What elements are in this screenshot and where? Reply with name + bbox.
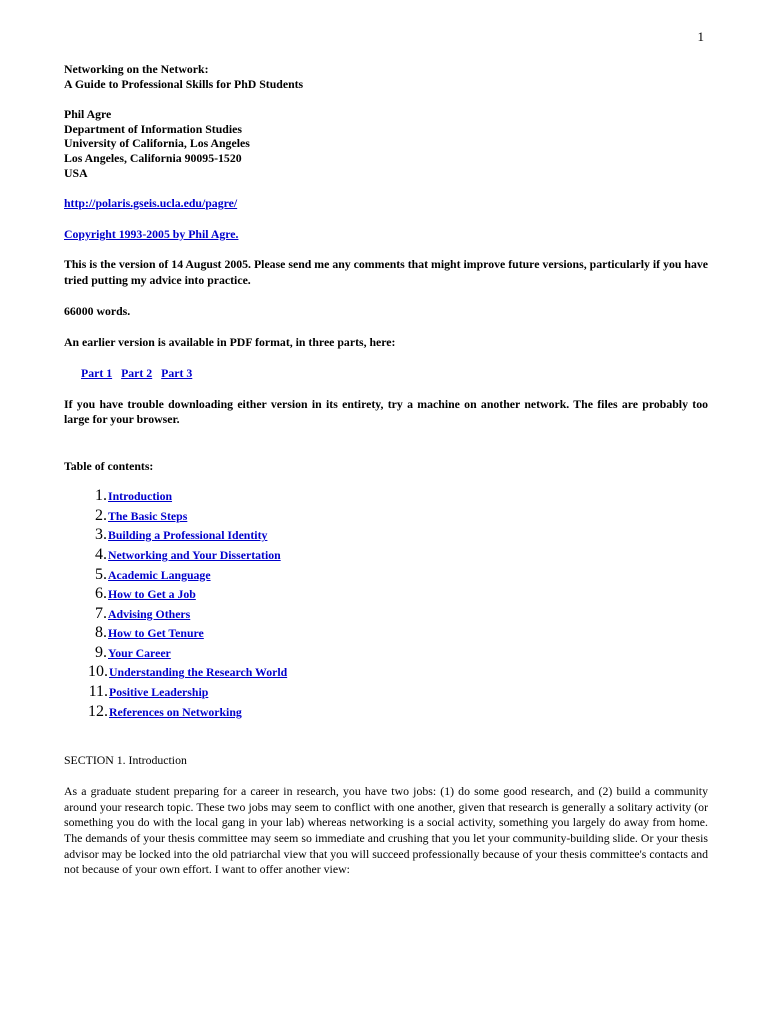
document-body xyxy=(64,62,708,878)
section-title: SECTION 1. Introduction xyxy=(64,753,187,768)
toc-item xyxy=(64,624,708,644)
pdf-part-1-link[interactable]: Part 1 xyxy=(81,365,113,380)
toc-item xyxy=(64,487,708,507)
toc-item xyxy=(64,644,708,664)
pdf-part-2-link[interactable]: Part 2 xyxy=(121,365,153,380)
title-line-1: Networking on the Network: xyxy=(64,62,209,76)
author-block xyxy=(64,107,708,180)
toc-number: 7. xyxy=(95,604,107,622)
toc-item xyxy=(64,507,708,527)
document-title xyxy=(64,62,708,91)
toc-item xyxy=(64,546,708,566)
toc-link-advising-others[interactable]: Advising Others xyxy=(108,606,191,621)
toc-number: 10. xyxy=(88,663,108,681)
author-name: Phil Agre xyxy=(64,107,112,122)
toc-link-your-career[interactable]: Your Career xyxy=(108,645,171,660)
toc-number: 1. xyxy=(95,487,107,505)
toc-link-research-world[interactable]: Understanding the Research World xyxy=(109,665,288,680)
toc-item xyxy=(64,663,708,683)
title-line-2: A Guide to Professional Skills for PhD Students xyxy=(64,76,304,91)
version-text: This is the version of 14 August 2005. Please send me any comments that might improve future versions, particularly if you have tried putting my advice into practice. xyxy=(64,257,708,287)
toc-link-basic-steps[interactable]: The Basic Steps xyxy=(108,508,188,523)
toc-item xyxy=(64,585,708,605)
toc-item xyxy=(64,683,708,703)
toc-number: 4. xyxy=(95,545,107,563)
toc-number: 11. xyxy=(88,683,108,701)
toc-number: 9. xyxy=(95,643,107,661)
word-count: 66000 words. xyxy=(64,304,131,319)
author-city: Los Angeles, California 90095-1520 xyxy=(64,150,242,165)
toc-link-get-a-job[interactable]: How to Get a Job xyxy=(108,587,196,602)
toc-number: 2. xyxy=(95,506,107,524)
author-department: Department of Information Studies xyxy=(64,121,242,136)
toc-link-professional-identity[interactable]: Building a Professional Identity xyxy=(108,528,268,543)
toc-heading: Table of contents: xyxy=(64,458,154,473)
toc-number: 12. xyxy=(88,702,108,720)
toc-number: 8. xyxy=(95,624,107,642)
toc-link-academic-language[interactable]: Academic Language xyxy=(108,567,211,582)
toc-item xyxy=(64,526,708,546)
homepage-link[interactable]: http://polaris.gseis.ucla.edu/pagre/ xyxy=(64,196,238,211)
toc-link-references[interactable]: References on Networking xyxy=(109,704,242,719)
toc-number: 3. xyxy=(95,526,107,544)
toc-link-get-tenure[interactable]: How to Get Tenure xyxy=(108,626,204,641)
intro-paragraph: As a graduate student preparing for a career in research, you have two jobs: (1) do some good research, and (2) build a community around your research topic. These two jobs may seem to conflict with one another, given that research is generally a solitary activity (or something you do with the local gang in your lab) whereas networking is a social activity, something you largely do away from home. The demands of your thesis committee may seem so immediate and crushing that you let your community-building slide. Or your thesis advisor may be locked into the old patriarchal view that you will succeed professionally because of your thesis committee's contacts and not because of your own effort. I want to offer another view: xyxy=(64,784,708,877)
pdf-part-3-link[interactable]: Part 3 xyxy=(161,365,193,380)
toc-item xyxy=(64,605,708,625)
author-country: USA xyxy=(64,165,88,180)
pdf-intro: An earlier version is available in PDF format, in three parts, here: xyxy=(64,334,396,349)
copyright-link[interactable]: Copyright 1993-2005 by Phil Agre. xyxy=(64,226,239,241)
toc-item xyxy=(64,566,708,586)
toc-number: 6. xyxy=(95,585,107,603)
trouble-text: If you have trouble downloading either version in its entirety, try a machine on another network. The files are probably too large for your browser. xyxy=(64,396,708,427)
toc-number: 5. xyxy=(95,565,107,583)
toc-link-dissertation[interactable]: Networking and Your Dissertation xyxy=(108,547,281,562)
toc-link-positive-leadership[interactable]: Positive Leadership xyxy=(109,685,209,700)
toc-link-introduction[interactable]: Introduction xyxy=(108,489,173,504)
table-of-contents xyxy=(64,487,708,722)
page-number: 1 xyxy=(697,29,704,44)
author-university: University of California, Los Angeles xyxy=(64,136,250,151)
pdf-parts xyxy=(81,366,708,381)
toc-item xyxy=(64,703,708,723)
